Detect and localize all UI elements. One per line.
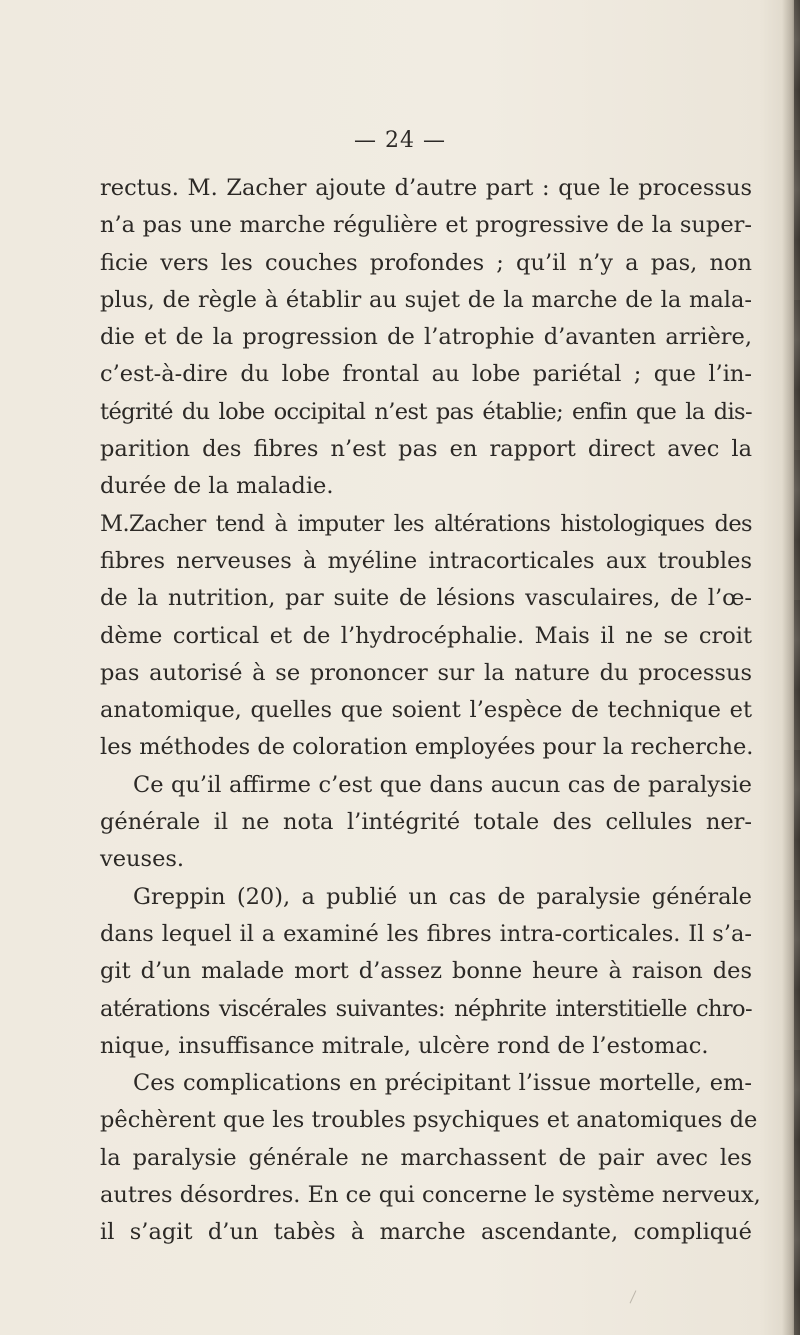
text-line: Ce qu’il affirme c’est que dans aucun cas de paralysie [133,771,752,798]
text-line: plus, de règle à établir au sujet de la marche de la mala- [100,286,752,313]
text-line: anatomique, quelles que soient l’espèce de technique et [100,697,752,724]
text-line: dème cortical et de l’hydrocéphalie. Mais il ne se croit [100,622,752,649]
text-line: n’a pas une marche régulière et progressive de la super- [100,212,752,239]
text-line: pas autorisé à se prononcer sur la nature du processus [100,659,752,686]
text-line: durée de la maladie. [100,473,334,500]
text-line: Greppin (20), a publié un cas de paralysie générale [133,883,752,910]
text-line: c’est-à-dire du lobe frontal au lobe pariétal ; que l’in- [100,361,752,388]
text-line: générale il ne nota l’intégrité totale des cellules ner- [100,809,752,836]
text-line: la paralysie générale ne marchassent de pair avec les [100,1144,752,1171]
text-line: rectus. M. Zacher ajoute d’autre part : que le processus [100,175,752,201]
page-edge-shadow [782,0,800,1335]
paper-speck [630,1290,646,1307]
body-text [100,170,761,1252]
text-line: git d’un malade mort d’assez bonne heure à raison des [100,958,752,985]
text-line: les méthodes de coloration employées pour la recherche. [100,734,754,761]
text-line: M.Zacher tend à imputer les altérations histologiques des [100,510,752,537]
text-line: fibres nerveuses à myéline intracorticales aux troubles [100,547,752,574]
text-line: tégrité du lobe occipital n’est pas établie; enfin que la dis- [100,398,752,425]
text-line: Ces complications en précipitant l’issue mortelle, em- [133,1070,752,1097]
text-line: atérations viscérales suivantes: néphrite interstitielle chro- [100,995,752,1022]
text-line: autres désordres. En ce qui concerne le système nerveux, [100,1182,761,1209]
text-line: il s’agit d’un tabès à marche ascendante, compliqué [100,1219,752,1246]
text-line: veuses. [100,846,185,873]
text-line: die et de la progression de l’atrophie d’avanten arrière, [100,324,752,351]
text-line: de la nutrition, par suite de lésions vasculaires, de l’œ- [100,585,752,612]
text-line: ficie vers les couches profondes ; qu’il n’y a pas, non [100,249,752,276]
text-line: dans lequel il a examiné les fibres intra-corticales. Il s’a- [100,920,752,947]
text-line: nique, insuffisance mitrale, ulcère rond de l’estomac. [100,1032,709,1059]
page-number: — 24 — [354,128,446,153]
text-line: parition des fibres n’est pas en rapport direct avec la [100,436,752,463]
text-line: pêchèrent que les troubles psychiques et anatomiques de [100,1107,758,1134]
